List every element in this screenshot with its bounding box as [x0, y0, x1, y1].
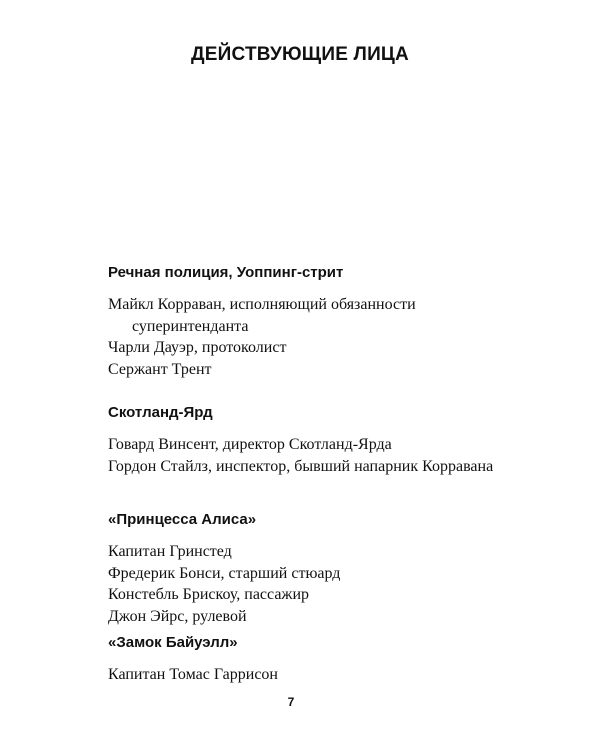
section-river-police	[108, 263, 508, 380]
character-entry: Констебль Брискоу, пассажир	[108, 586, 310, 603]
page-number: 7	[287, 695, 295, 709]
section-bywell-castle	[108, 633, 508, 686]
character-entry: Капитан Гринстед	[108, 543, 232, 560]
section-princess-alice	[108, 510, 508, 627]
section-heading: «Замок Байуэлл»	[108, 634, 238, 651]
character-entry: Сержант Трент	[108, 360, 212, 378]
section-heading: «Принцесса Алиса»	[108, 511, 257, 528]
character-entry: Капитан Томас Гаррисон	[108, 666, 278, 683]
page-title: ДЕЙСТВУЮЩИЕ ЛИЦА	[191, 44, 409, 65]
section-heading: Скотланд-Ярд	[108, 404, 213, 421]
character-entry: Гордон Стайлз, инспектор, бывший напарник Корравана	[108, 457, 494, 475]
character-entry: Говард Винсент, директор Скотланд-Ярда	[108, 436, 392, 453]
character-entry: Джон Эйрс, рулевой	[108, 607, 247, 625]
character-entry: Чарли Дауэр, протоколист	[108, 339, 287, 356]
character-entry: Фредерик Бонси, старший стюард	[108, 564, 341, 582]
section-heading: Речная полиция, Уоппинг-стрит	[108, 264, 344, 281]
section-scotland-yard	[108, 403, 508, 477]
character-entry: Майкл Корраван, исполняющий обязанности суперинтенданта	[108, 296, 416, 335]
